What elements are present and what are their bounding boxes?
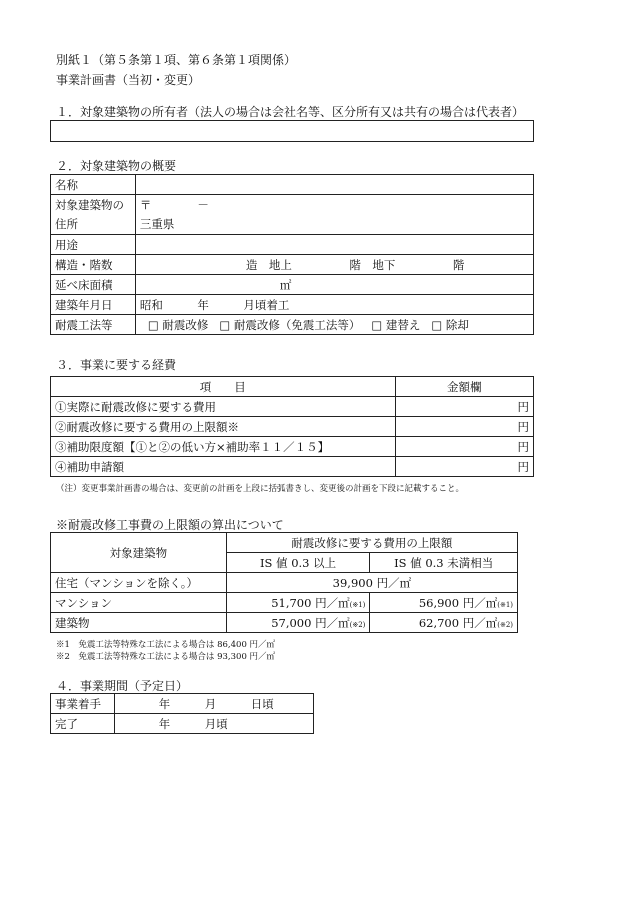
limit-value-cell <box>226 593 370 613</box>
limit-value-cell <box>226 613 370 633</box>
section-1-heading: １．対象建築物の所有者（法人の場合は会社名等、区分所有又は共有の場合は代表者） <box>56 105 525 119</box>
limit-value: 51,700 円／㎡ <box>271 595 350 610</box>
limit-footnote: (※1) <box>497 600 513 609</box>
amount-field[interactable]: 円 <box>395 397 533 417</box>
limit-heading: ※耐震改修工事費の上限額の算出について <box>56 518 284 532</box>
building-overview-table <box>50 174 534 335</box>
limit-table <box>50 532 518 633</box>
end-label: 完了 <box>51 714 115 734</box>
limit-row-condominium <box>51 593 518 613</box>
col-item-header: 項 目 <box>51 377 396 397</box>
limit-row-label: マンション <box>51 593 227 613</box>
col-limit-header: 耐震改修に要する費用の上限額 <box>226 533 517 553</box>
cost-row <box>51 437 534 457</box>
name-label: 名称 <box>51 175 136 195</box>
limit-value-cell <box>370 593 518 613</box>
prefecture-field[interactable]: 三重県 <box>135 215 533 235</box>
option-label: 建替え <box>385 317 421 332</box>
option-label: 耐震改修 <box>162 317 209 332</box>
annex-note: 別紙１（第５条第１項、第６条第１項関係） <box>56 53 297 67</box>
schedule-row-start <box>51 694 314 714</box>
limit-footnote: (※2) <box>349 620 366 629</box>
schedule-row-end <box>51 714 314 734</box>
section-3-heading: ３．事業に要する経費 <box>56 358 177 372</box>
cost-row-label: ②耐震改修に要する費用の上限額※ <box>51 417 396 437</box>
use-label: 用途 <box>51 235 136 255</box>
checkbox-seismic-isolation[interactable] <box>219 318 360 332</box>
cost-table <box>50 376 534 477</box>
schedule-table <box>50 693 314 734</box>
end-date-field[interactable] <box>114 714 313 734</box>
checkbox-icon: □ <box>147 317 159 332</box>
col-building-header: 対象建築物 <box>51 533 227 573</box>
limit-footnote: (※2) <box>497 620 513 629</box>
cost-row-label: ③補助限度額【①と②の低い方×補助率１１／１５】 <box>51 437 396 457</box>
build-date-value: 昭和 年 月頃着工 <box>139 297 290 312</box>
checkbox-icon: □ <box>219 317 231 332</box>
row-name <box>51 175 534 195</box>
checkbox-rebuild[interactable] <box>371 318 420 332</box>
name-field[interactable] <box>135 175 533 195</box>
checkbox-seismic-retrofit[interactable] <box>140 318 209 332</box>
col-is-high-header: IS 値 0.3 以上 <box>226 553 370 573</box>
checkbox-icon: □ <box>371 317 383 332</box>
section-2-heading: ２．対象建築物の概要 <box>56 159 177 173</box>
build-date-label: 建築年月日 <box>51 295 136 315</box>
cost-row <box>51 417 534 437</box>
limit-row-building <box>51 613 518 633</box>
option-label: 耐震改修（免震工法等） <box>233 317 361 332</box>
section-4-heading: ４．事業期間（予定日） <box>56 679 189 693</box>
document-title: 事業計画書（当初・変更） <box>56 73 201 87</box>
amount-field[interactable]: 円 <box>395 437 533 457</box>
limit-row-housing <box>51 573 518 593</box>
start-date-field[interactable] <box>114 694 313 714</box>
amount-field[interactable]: 円 <box>395 417 533 437</box>
limit-value: 57,000 円／㎡ <box>271 615 350 630</box>
limit-footnote: (※1) <box>349 600 366 609</box>
cost-row-label: ①実際に耐震改修に要する費用 <box>51 397 396 417</box>
row-floor-area <box>51 275 534 295</box>
limit-value: 39,900 円／㎡ <box>226 573 517 593</box>
cost-row-label: ④補助申請額 <box>51 457 396 477</box>
start-date-value: 年 月 日頃 <box>158 696 274 711</box>
row-build-date <box>51 295 534 315</box>
floor-area-unit: ㎡ <box>279 277 292 292</box>
limit-note-1: ※1 免震工法等特殊な工法による場合は 86,400 円／㎡ <box>56 640 276 650</box>
use-field[interactable] <box>135 235 533 255</box>
limit-row-label: 建築物 <box>51 613 227 633</box>
limit-note-2: ※2 免震工法等特殊な工法による場合は 93,300 円／㎡ <box>56 652 276 662</box>
row-address-1 <box>51 195 534 215</box>
checkbox-icon: □ <box>431 317 443 332</box>
limit-row-label: 住宅（マンションを除く。） <box>51 573 227 593</box>
address-label-1: 対象建築物の <box>51 195 136 215</box>
structure-field[interactable] <box>135 255 533 275</box>
col-amount-header: 金額欄 <box>395 377 533 397</box>
limit-value: 62,700 円／㎡ <box>418 615 498 630</box>
col-is-low-header: IS 値 0.3 未満相当 <box>370 553 518 573</box>
postal-field[interactable]: 〒 － <box>135 195 533 215</box>
row-address-2 <box>51 215 534 235</box>
build-date-field[interactable] <box>135 295 533 315</box>
address-label-2: 住所 <box>51 215 136 235</box>
end-date-value: 年 月頃 <box>158 716 228 731</box>
floor-area-label: 延べ床面積 <box>51 275 136 295</box>
floor-area-field[interactable] <box>135 275 533 295</box>
cost-row <box>51 457 534 477</box>
cost-note: （注）変更事業計画書の場合は、変更前の計画を上段に括弧書きし、変更後の計画を下段に記載すること。 <box>56 484 465 494</box>
row-structure <box>51 255 534 275</box>
option-label: 除却 <box>445 317 469 332</box>
row-method <box>51 315 534 335</box>
structure-label: 構造・階数 <box>51 255 136 275</box>
method-options <box>135 315 533 335</box>
start-label: 事業着手 <box>51 694 115 714</box>
cost-row <box>51 397 534 417</box>
amount-field[interactable]: 円 <box>395 457 533 477</box>
structure-value: 造 地上 階 地下 階 <box>245 257 465 272</box>
row-use <box>51 235 534 255</box>
method-label: 耐震工法等 <box>51 315 136 335</box>
limit-value: 56,900 円／㎡ <box>418 595 498 610</box>
owner-input-field[interactable] <box>50 120 534 142</box>
checkbox-demolition[interactable] <box>431 318 469 332</box>
limit-value-cell <box>370 613 518 633</box>
